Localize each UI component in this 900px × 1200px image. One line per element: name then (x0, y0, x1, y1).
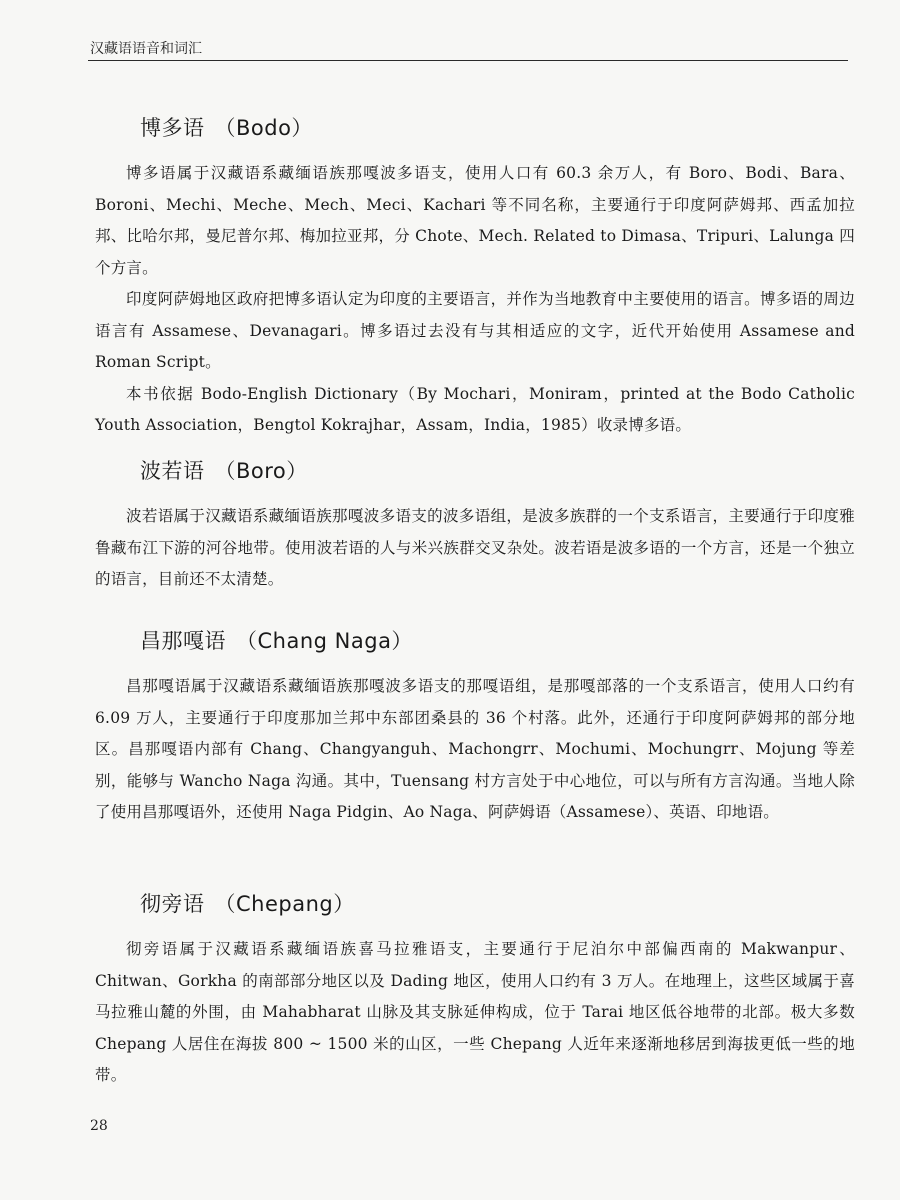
section-bodo (95, 112, 855, 442)
section-title-english: （Bodo） (214, 116, 313, 140)
paragraph: 波若语属于汉藏语系藏缅语族那嘎波多语支的波多语组，是波多族群的一个支系语言，主要通行于印度雅鲁藏布江下游的河谷地带。使用波若语的人与米兴族群交叉杂处。波若语是波多语的一个方言，还是一个独立的语言，目前还不太清楚。 (95, 507, 855, 588)
section-title-chinese: 彻旁语 (140, 892, 205, 916)
section-body (95, 671, 855, 829)
header-rule (88, 60, 848, 61)
section-body (95, 934, 855, 1092)
section-title (140, 625, 855, 655)
section-body (95, 501, 855, 596)
section-title-english: （Boro） (214, 459, 308, 483)
section-title-english: （Chang Naga） (236, 629, 413, 653)
section-title-chinese: 博多语 (140, 116, 205, 140)
paragraph: 昌那嘎语属于汉藏语系藏缅语族那嘎波多语支的那嘎语组，是那嘎部落的一个支系语言，使用人口约有 6.09 万人，主要通行于印度那加兰邦中东部团桑县的 36 个村落。此外，还通行于印度阿萨姆邦的部分地区。昌那嘎语内部有 Chang、Changyanguh、Machongrr、Mochumi、Mochungrr、Mojung 等差别，能够与 Wancho Naga 沟通。其中，Tuensang 村方言处于中心地位，可以与所有方言沟通。当地人除了使用昌那嘎语外，还使用 Naga Pidgin、Ao Naga、阿萨姆语（Assamese）、英语、印地语。 (95, 677, 855, 821)
section-chepang (95, 888, 855, 1092)
section-chang-naga (95, 625, 855, 829)
section-title (140, 888, 855, 918)
page-number: 28 (90, 1118, 108, 1134)
section-title-chinese: 波若语 (140, 459, 205, 483)
section-title (140, 455, 855, 485)
paragraph: 博多语属于汉藏语系藏缅语族那嘎波多语支，使用人口有 60.3 余万人，有 Boro、Bodi、Bara、Boroni、Mechi、Meche、Mech、Meci、Kachari 等不同名称，主要通行于印度阿萨姆邦、西孟加拉邦、比哈尔邦，曼尼普尔邦、梅加拉亚邦，分 Chote、Mech. Related to Dimasa、Tripuri、Lalunga 四个方言。 (95, 164, 855, 277)
section-title (140, 112, 855, 142)
section-title-english: （Chepang） (214, 892, 355, 916)
running-header: 汉藏语语音和词汇 (90, 41, 202, 57)
paragraph: 彻旁语属于汉藏语系藏缅语族喜马拉雅语支，主要通行于尼泊尔中部偏西南的 Makwanpur、Chitwan、Gorkha 的南部部分地区以及 Dading 地区，使用人口约有 3 万人。在地理上，这些区域属于喜马拉雅山麓的外围，由 Mahabharat 山脉及其支脉延伸构成，位于 Tarai 地区低谷地带的北部。极大多数 Chepang 人居住在海拔 800 ~ 1500 米的山区，一些 Chepang 人近年来逐渐地移居到海拔更低一些的地带。 (95, 940, 855, 1084)
section-body (95, 158, 855, 442)
paragraph: 本书依据 Bodo-English Dictionary（By Mochari，Moniram，printed at the Bodo Catholic Youth Association，Bengtol Kokrajhar，Assam，India，1985）收录博多语。 (95, 384, 855, 434)
paragraph: 印度阿萨姆地区政府把博多语认定为印度的主要语言，并作为当地教育中主要使用的语言。博多语的周边语言有 Assamese、Devanagari。博多语过去没有与其相适应的文字，近代开始使用 Assamese and Roman Script。 (95, 290, 855, 371)
section-title-chinese: 昌那嘎语 (140, 629, 226, 653)
section-boro (95, 455, 855, 596)
